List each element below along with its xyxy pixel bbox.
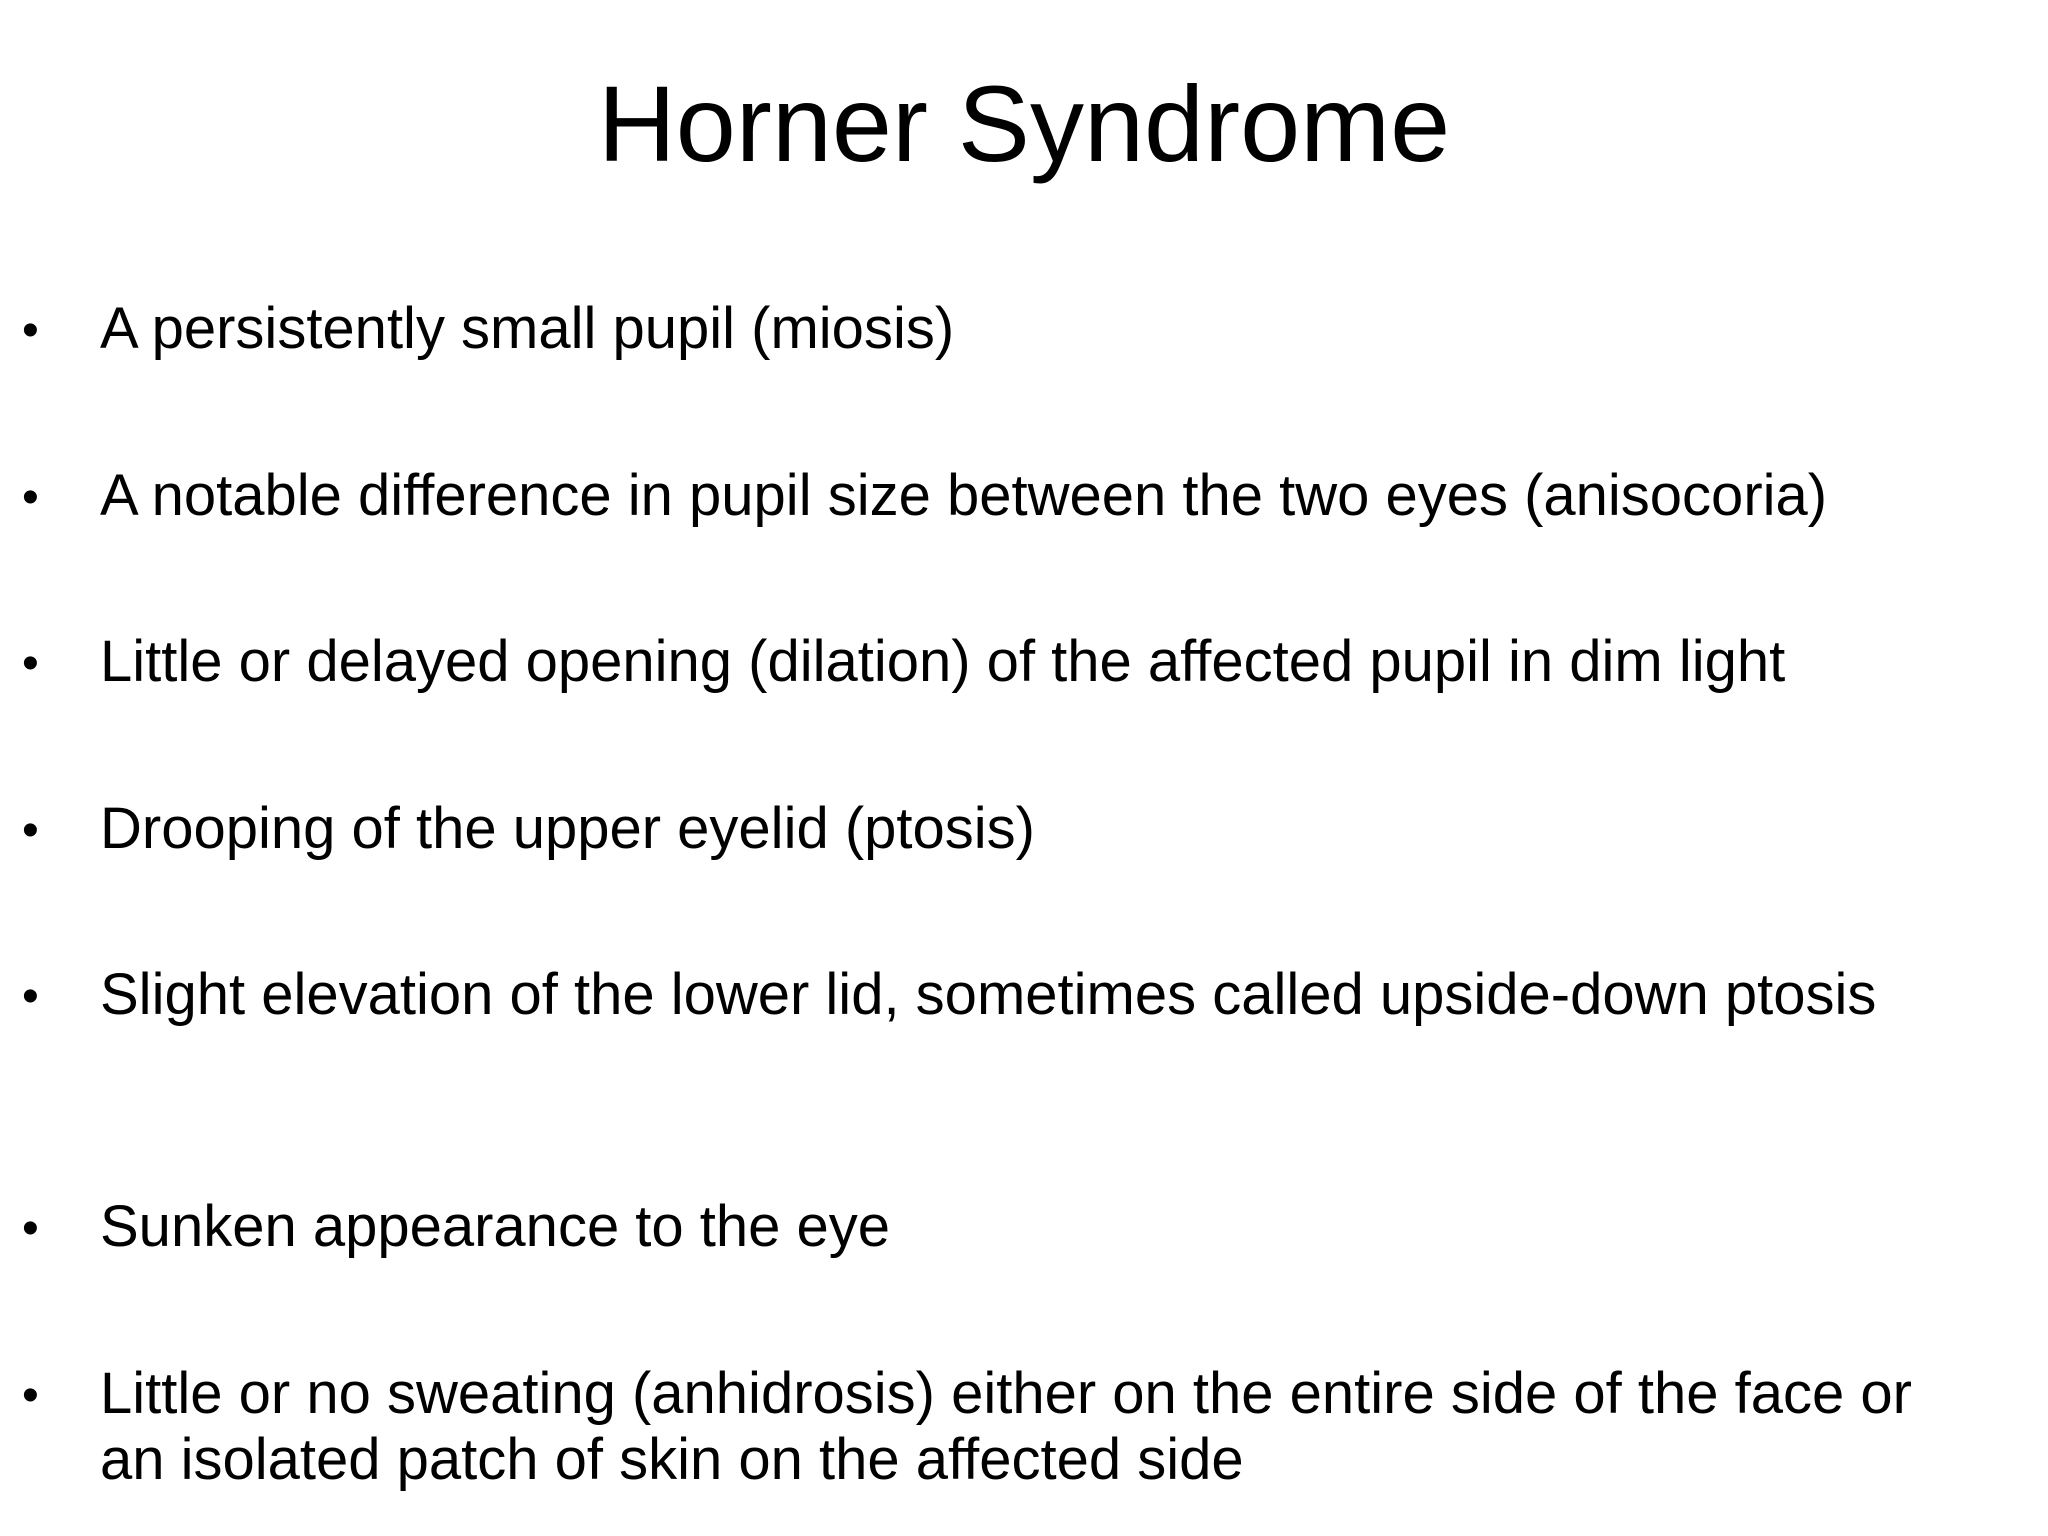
slide-title: Horner Syndrome xyxy=(597,63,1451,184)
bullet-text: Little or no sweating (anhidrosis) either on the entire side of the face or an isolated patch of skin on the affected side xyxy=(100,1361,1912,1492)
bullet-icon: • xyxy=(22,804,39,857)
bullet-text: A notable difference in pupil size between the two eyes (anisocoria) xyxy=(100,463,1828,528)
bullet-text: Sunken appearance to the eye xyxy=(100,1194,891,1259)
bullet-icon: • xyxy=(22,1369,39,1422)
bullet-icon: • xyxy=(22,304,39,357)
bullet-icon: • xyxy=(22,471,39,524)
bullet-text: A persistently small pupil (miosis) xyxy=(100,296,955,361)
bullet-text: Drooping of the upper eyelid (ptosis) xyxy=(100,796,1035,861)
bullet-text: Little or delayed opening (dilation) of the affected pupil in dim light xyxy=(100,629,1786,694)
bullet-icon: • xyxy=(22,1202,39,1255)
bullet-icon: • xyxy=(22,970,39,1023)
bullet-icon: • xyxy=(22,637,39,690)
bullet-text: Slight elevation of the lower lid, sometimes called upside-down ptosis xyxy=(100,962,1877,1027)
